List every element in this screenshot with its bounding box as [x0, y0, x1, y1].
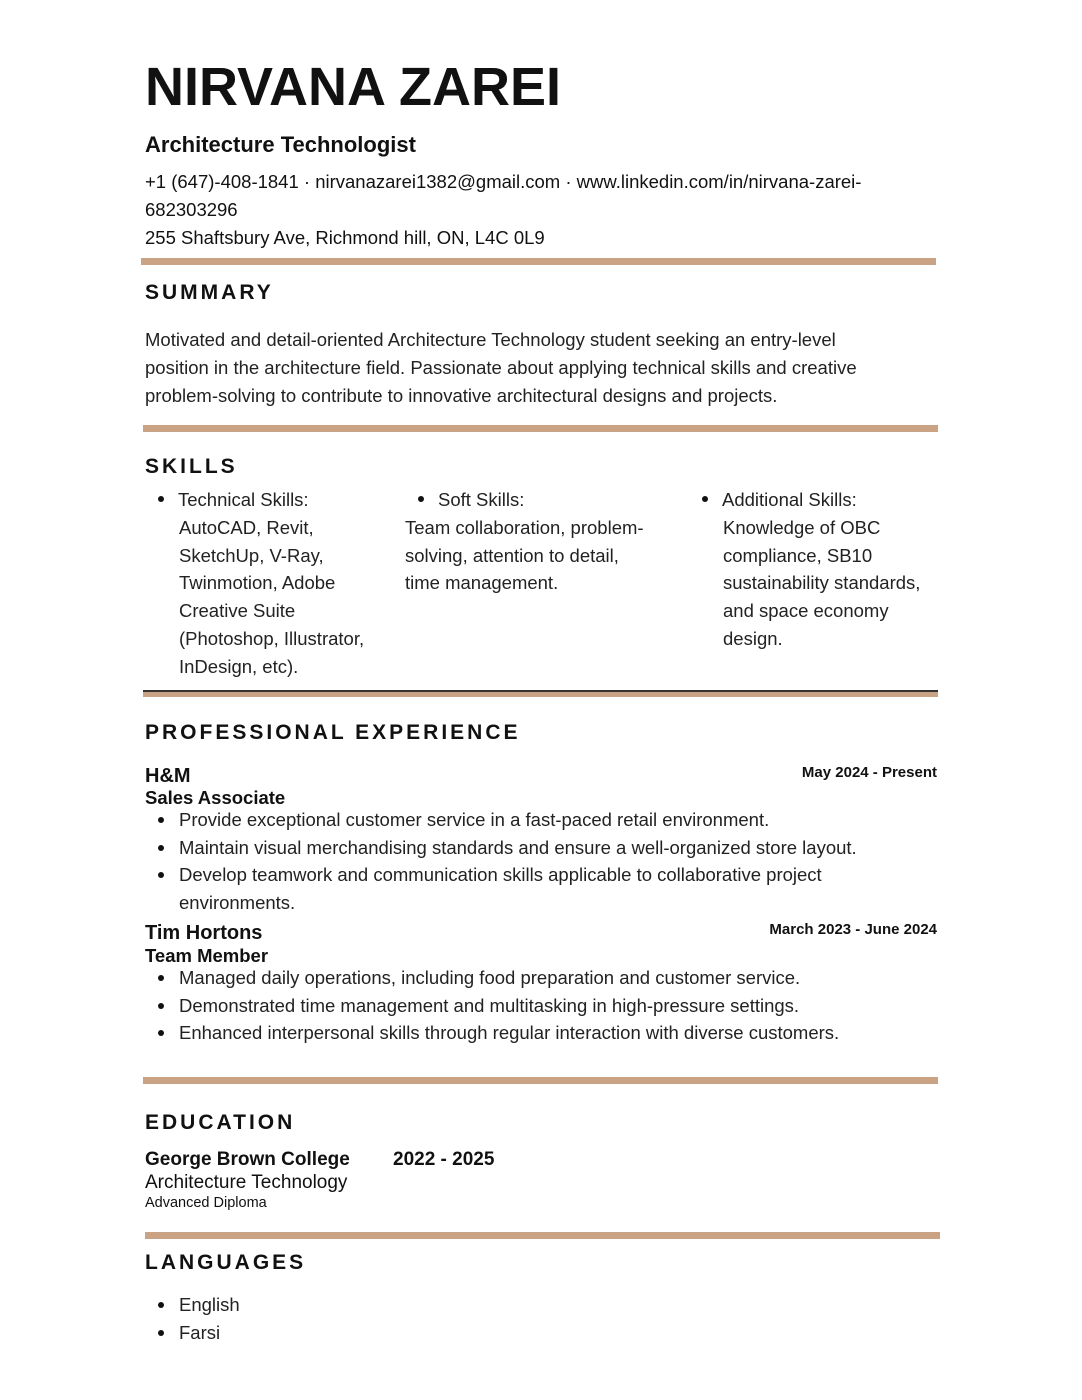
section-divider	[143, 1077, 938, 1084]
summary-line: Motivated and detail-oriented Architecture Technology student seeking an entry-level	[145, 329, 836, 350]
education-heading: EDUCATION	[145, 1111, 296, 1134]
languages-list	[145, 1291, 445, 1346]
credential: Advanced Diploma	[145, 1195, 267, 1211]
skill-line: Team collaboration, problem-	[405, 516, 644, 538]
list-item: Demonstrated time management and multitasking in high-pressure settings.	[145, 992, 935, 1020]
skill-line: and space economy	[723, 600, 889, 622]
skill-line: solving, attention to detail,	[405, 544, 619, 566]
skill-line: compliance, SB10	[723, 544, 873, 566]
list-item: Farsi	[145, 1319, 445, 1347]
technical-skills	[158, 486, 364, 681]
list-item: Develop teamwork and communication skills applicable to collaborative project environments.	[145, 861, 935, 916]
education-years: 2022 - 2025	[393, 1149, 495, 1170]
summary-line: position in the architecture field. Passionate about applying technical skills and creative	[145, 357, 857, 378]
skill-category: Soft Skills:	[405, 486, 644, 514]
additional-skills	[702, 486, 920, 653]
section-divider	[141, 258, 936, 265]
soft-skills	[405, 486, 644, 597]
experience-heading: PROFESSIONAL EXPERIENCE	[145, 721, 521, 744]
list-item: English	[145, 1291, 445, 1319]
list-item: Provide exceptional customer service in a fast-paced retail environment.	[145, 806, 935, 834]
job-bullets	[145, 806, 935, 917]
job-title: Architecture Technologist	[145, 132, 416, 157]
skill-line: design.	[723, 627, 783, 649]
contact-line: +1 (647)-408-1841 · nirvanazarei1382@gmail.com · www.linkedin.com/in/nirvana-zarei-	[145, 171, 862, 192]
skill-line: Knowledge of OBC	[723, 516, 881, 538]
skill-category: Additional Skills:	[702, 486, 920, 514]
skills-heading: SKILLS	[145, 455, 238, 478]
job-role: Team Member	[145, 945, 269, 966]
candidate-name: NIRVANA ZAREI	[145, 57, 562, 117]
skill-line: Twinmotion, Adobe	[179, 572, 336, 594]
job-bullets	[145, 964, 935, 1047]
contact-line-continued: 682303296	[145, 199, 238, 220]
skill-line: sustainability standards,	[723, 572, 921, 594]
section-divider	[145, 1232, 940, 1239]
company-name: H&M	[145, 765, 191, 787]
list-item: Enhanced interpersonal skills through regular interaction with diverse customers.	[145, 1019, 935, 1047]
summary-line: problem-solving to contribute to innovative architectural designs and projects.	[145, 385, 778, 406]
job-dates: March 2023 - June 2024	[769, 921, 937, 938]
summary-heading: SUMMARY	[145, 281, 274, 304]
contact-block	[145, 168, 925, 252]
skill-line: InDesign, etc).	[179, 655, 299, 677]
bullet-icon	[158, 496, 164, 502]
program-name: Architecture Technology	[145, 1172, 348, 1193]
skill-line: Creative Suite	[179, 600, 296, 622]
skill-category: Technical Skills:	[158, 486, 364, 514]
job-dates: May 2024 - Present	[801, 764, 937, 781]
skill-line: SketchUp, V-Ray,	[179, 544, 324, 566]
bullet-icon	[702, 496, 708, 502]
company-name: Tim Hortons	[145, 922, 263, 944]
section-divider	[143, 690, 938, 697]
list-item: Managed daily operations, including food preparation and customer service.	[145, 964, 935, 992]
summary-text	[145, 326, 935, 410]
bullet-icon	[418, 496, 424, 502]
skill-line: time management.	[405, 572, 559, 594]
skill-line: (Photoshop, Illustrator,	[179, 627, 365, 649]
school-name: George Brown College	[145, 1149, 350, 1170]
skill-line: AutoCAD, Revit,	[179, 516, 314, 538]
address: 255 Shaftsbury Ave, Richmond hill, ON, L4C 0L9	[145, 227, 545, 248]
languages-heading: LANGUAGES	[145, 1251, 307, 1274]
job-role: Sales Associate	[145, 787, 286, 808]
section-divider	[143, 425, 938, 432]
list-item: Maintain visual merchandising standards and ensure a well-organized store layout.	[145, 834, 935, 862]
